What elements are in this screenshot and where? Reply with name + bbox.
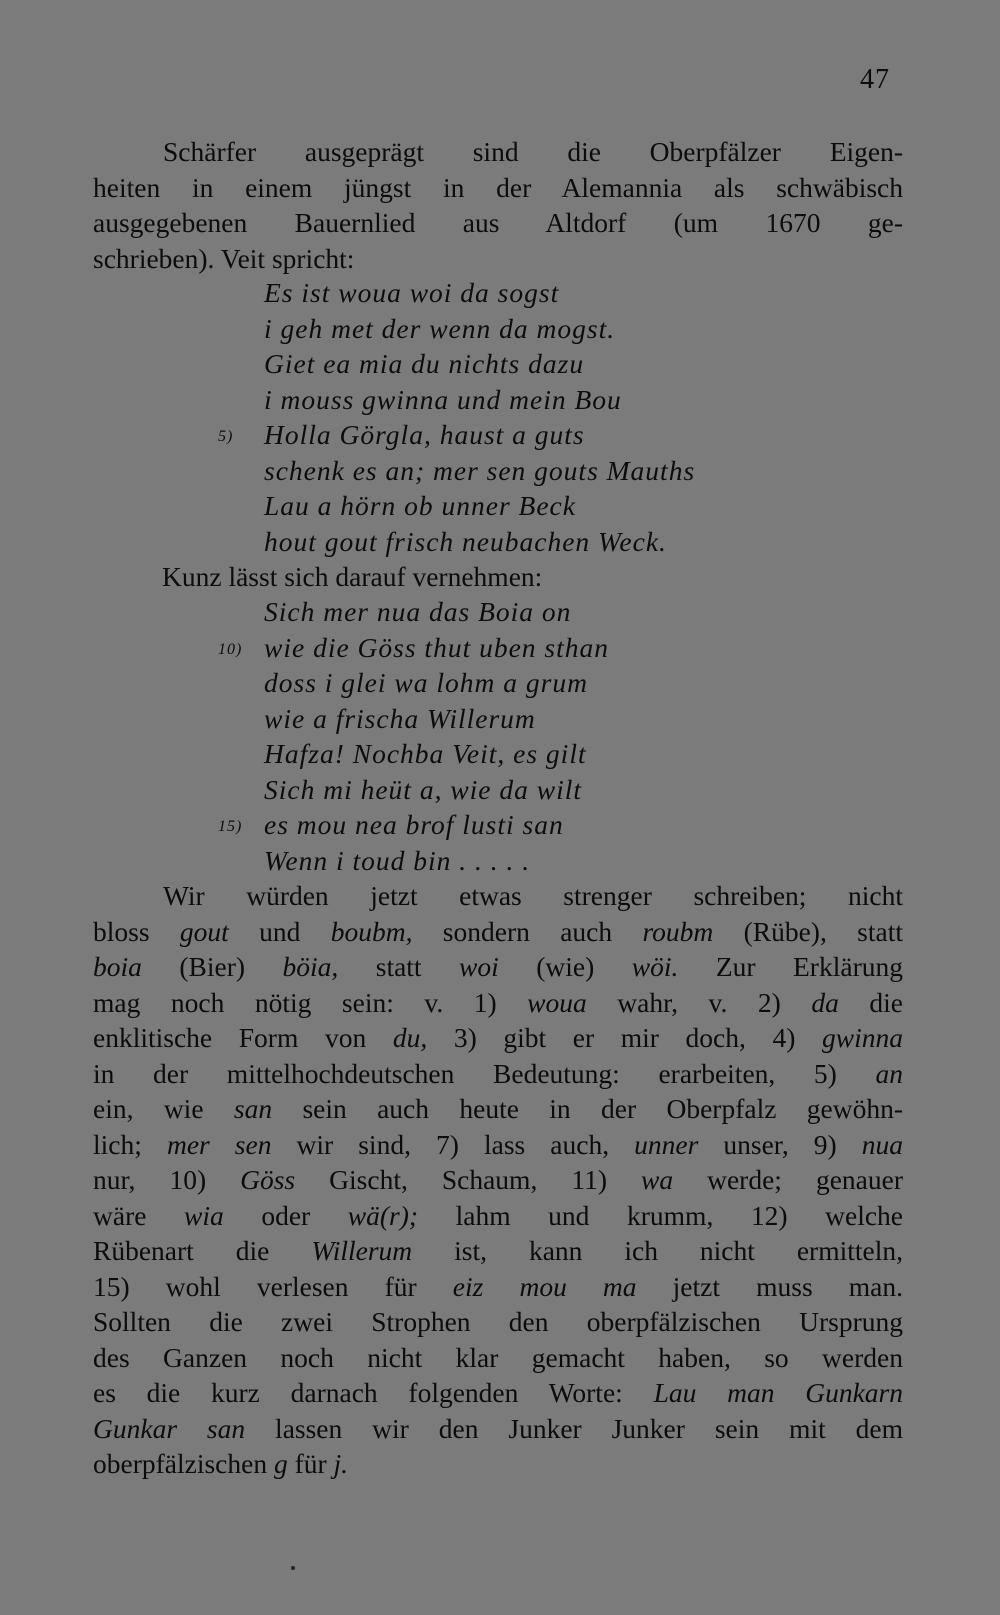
intro-paragraph bbox=[93, 134, 903, 276]
text-line: Schärfer ausgeprägt sind die Oberpfälzer Eigen- bbox=[163, 136, 903, 167]
text-line: bloss gout und boubm, sondern auch roubm (Rübe), statt bbox=[93, 915, 904, 947]
text-line: wäre wia oder wä(r); lahm und krumm, 12) welche bbox=[93, 1199, 903, 1231]
verse-line: 10) wie die Göss thut uben sthan bbox=[264, 630, 609, 666]
text-line: mag noch nötig sein: v. 1) woua wahr, v. 2) da die bbox=[93, 986, 903, 1018]
verse-line: 5) Holla Görgla, haust a guts bbox=[264, 417, 695, 453]
text-line: Rübenart die Willerum ist, kann ich nicht ermitteln, bbox=[93, 1235, 904, 1266]
text-line: nur, 10) Göss Gischt, Schaum, 11) wa werde; genauer bbox=[93, 1164, 903, 1195]
text-line: ein, wie san sein auch heute in der Oberpfalz gewöhn- bbox=[93, 1093, 903, 1124]
verse-block-kunz bbox=[218, 594, 610, 878]
verse-number: 10) bbox=[218, 640, 243, 658]
text-line: lich; mer sen wir sind, 7) lass auch, unner unser, 9) nua bbox=[93, 1128, 903, 1160]
kunz-line: Kunz lässt sich darauf vernehmen: bbox=[162, 561, 543, 592]
verse-line: Wenn i toud bin . . . . . bbox=[264, 844, 531, 876]
text-line: boia (Bier) böia, statt woi (wie) wöi. Zur Erklärung bbox=[93, 951, 903, 982]
verse-line: i geh met der wenn da mogst. bbox=[264, 312, 616, 344]
text-line: enklitische Form von du, 3) gibt er mir doch, 4) gwinna bbox=[93, 1022, 903, 1053]
text-line: oberpfälzischen g für j. bbox=[93, 1448, 349, 1479]
verse-line: Sich mi heüt a, wie da wilt bbox=[264, 773, 583, 805]
verse-line: Giet ea mia du nichts dazu bbox=[264, 348, 585, 379]
verse-number: 15) bbox=[218, 818, 243, 835]
text-line: Wir würden jetzt etwas strenger schreiben; nicht bbox=[163, 880, 903, 911]
stray-mark bbox=[291, 1566, 295, 1570]
text-line: Sollten die zwei Strophen den oberpfälzischen Ursprung bbox=[93, 1306, 903, 1337]
verse-line: doss i glei wa lohm a grum bbox=[264, 667, 588, 698]
verse-line: 15) es mou nea brof lusti san bbox=[264, 807, 609, 843]
verse-number: 5) bbox=[218, 428, 234, 445]
text-line: heiten in einem jüngst in der Alemannia als schwäbisch bbox=[93, 171, 903, 203]
verse-line: Es ist woua woi da sogst bbox=[264, 277, 560, 308]
text-line: 15) wohl verlesen für eiz mou ma jetzt muss man. bbox=[93, 1270, 903, 1302]
text-line: des Ganzen noch nicht klar gemacht haben, so werden bbox=[93, 1341, 903, 1373]
text-line: in der mittelhochdeutschen Bedeutung: erarbeiten, 5) an bbox=[93, 1057, 903, 1089]
verse-line: schenk es an; mer sen gouts Mauths bbox=[264, 454, 696, 486]
commentary-paragraph bbox=[93, 878, 903, 1482]
text-line: schrieben). Veit spricht: bbox=[93, 242, 355, 274]
verse-line: i mouss gwinna und mein Bou bbox=[264, 383, 622, 415]
page-number: 47 bbox=[860, 64, 890, 95]
verse-line: Sich mer nua das Boia on bbox=[264, 596, 572, 627]
verse-line: Lau a hörn ob unner Beck bbox=[264, 490, 576, 521]
text-line: es die kurz darnach folgenden Worte: Lau man Gunkarn bbox=[93, 1377, 903, 1408]
verse-block-veit bbox=[218, 275, 696, 559]
text-line: ausgegebenen Bauernlied aus Altdorf (um 1670 ge- bbox=[93, 207, 903, 238]
verse-line: Hafza! Nochba Veit, es gilt bbox=[264, 738, 587, 769]
verse-line: hout gout frisch neubachen Weck. bbox=[264, 525, 667, 557]
text-line: Gunkar san lassen wir den Junker Junker sein mit dem bbox=[93, 1412, 903, 1444]
verse-line: wie a frischa Willerum bbox=[264, 702, 536, 734]
